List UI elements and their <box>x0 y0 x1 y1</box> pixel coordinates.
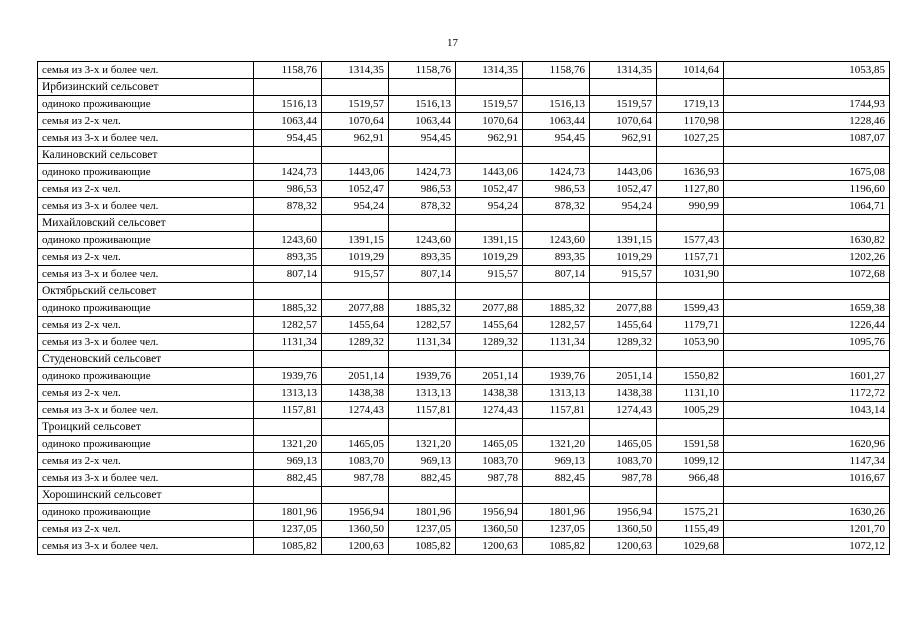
value-cell: 807,14 <box>523 266 590 283</box>
value-cell: 1630,82 <box>724 232 890 249</box>
value-cell: 1157,81 <box>389 402 456 419</box>
value-cell: 1085,82 <box>254 538 322 555</box>
table-row <box>38 96 890 113</box>
value-cell: 1099,12 <box>657 453 724 470</box>
value-cell <box>389 487 456 504</box>
value-cell: 1158,76 <box>254 62 322 79</box>
row-label: семья из 2-х чел. <box>38 453 254 470</box>
row-label: одиноко проживающие <box>38 504 254 521</box>
value-cell <box>254 487 322 504</box>
value-cell <box>254 351 322 368</box>
value-cell: 1243,60 <box>389 232 456 249</box>
value-cell: 966,48 <box>657 470 724 487</box>
row-label: семья из 2-х чел. <box>38 521 254 538</box>
value-cell: 1455,64 <box>590 317 657 334</box>
table-row <box>38 62 890 79</box>
value-cell <box>322 351 389 368</box>
value-cell: 962,91 <box>322 130 389 147</box>
table-row <box>38 385 890 402</box>
value-cell: 1087,07 <box>724 130 890 147</box>
value-cell: 1516,13 <box>389 96 456 113</box>
row-label: семья из 3-х и более чел. <box>38 266 254 283</box>
value-cell: 969,13 <box>254 453 322 470</box>
value-cell: 1939,76 <box>389 368 456 385</box>
value-cell: 2051,14 <box>590 368 657 385</box>
value-cell: 1063,44 <box>389 113 456 130</box>
value-cell: 1885,32 <box>389 300 456 317</box>
value-cell: 1801,96 <box>523 504 590 521</box>
value-cell: 1939,76 <box>523 368 590 385</box>
value-cell: 1313,13 <box>389 385 456 402</box>
value-cell: 1063,44 <box>254 113 322 130</box>
row-label: семья из 2-х чел. <box>38 317 254 334</box>
value-cell: 1202,26 <box>724 249 890 266</box>
value-cell: 986,53 <box>254 181 322 198</box>
value-cell: 1179,71 <box>657 317 724 334</box>
value-cell: 1599,43 <box>657 300 724 317</box>
row-label: одиноко проживающие <box>38 164 254 181</box>
table-row <box>38 334 890 351</box>
value-cell: 915,57 <box>322 266 389 283</box>
value-cell: 1289,32 <box>322 334 389 351</box>
value-cell: 1085,82 <box>523 538 590 555</box>
value-cell: 1016,67 <box>724 470 890 487</box>
row-label: семья из 2-х чел. <box>38 181 254 198</box>
value-cell: 1313,13 <box>523 385 590 402</box>
value-cell: 1591,58 <box>657 436 724 453</box>
row-label: семья из 2-х чел. <box>38 249 254 266</box>
page-number: 17 <box>447 37 458 49</box>
value-cell <box>523 351 590 368</box>
value-cell <box>254 147 322 164</box>
value-cell: 1029,68 <box>657 538 724 555</box>
value-cell <box>724 215 890 232</box>
value-cell <box>590 487 657 504</box>
value-cell: 1630,26 <box>724 504 890 521</box>
value-cell: 1083,70 <box>590 453 657 470</box>
section-header-row <box>38 79 890 96</box>
section-label: Калиновский сельсовет <box>38 147 254 164</box>
row-label: семья из 3-х и более чел. <box>38 470 254 487</box>
value-cell <box>322 147 389 164</box>
section-header-row <box>38 351 890 368</box>
value-cell: 1064,71 <box>724 198 890 215</box>
value-cell: 1237,05 <box>254 521 322 538</box>
value-cell: 1465,05 <box>590 436 657 453</box>
value-cell: 807,14 <box>389 266 456 283</box>
value-cell: 962,91 <box>456 130 523 147</box>
value-cell <box>724 147 890 164</box>
value-cell <box>657 283 724 300</box>
value-cell: 1438,38 <box>322 385 389 402</box>
row-label: одиноко проживающие <box>38 368 254 385</box>
value-cell: 2077,88 <box>590 300 657 317</box>
value-cell: 1465,05 <box>456 436 523 453</box>
value-cell <box>322 283 389 300</box>
table-body <box>38 62 890 555</box>
value-cell: 882,45 <box>389 470 456 487</box>
value-cell: 882,45 <box>523 470 590 487</box>
value-cell: 1455,64 <box>322 317 389 334</box>
value-cell: 882,45 <box>254 470 322 487</box>
table-row <box>38 453 890 470</box>
row-label: семья из 3-х и более чел. <box>38 130 254 147</box>
value-cell: 1939,76 <box>254 368 322 385</box>
value-cell: 1391,15 <box>456 232 523 249</box>
value-cell: 986,53 <box>389 181 456 198</box>
value-cell: 1801,96 <box>254 504 322 521</box>
value-cell: 1956,94 <box>590 504 657 521</box>
value-cell: 1131,34 <box>389 334 456 351</box>
value-cell: 969,13 <box>523 453 590 470</box>
value-cell <box>657 351 724 368</box>
value-cell: 1321,20 <box>254 436 322 453</box>
value-cell: 1201,70 <box>724 521 890 538</box>
value-cell <box>456 79 523 96</box>
value-cell <box>724 283 890 300</box>
value-cell: 1424,73 <box>254 164 322 181</box>
value-cell: 1956,94 <box>322 504 389 521</box>
value-cell <box>590 79 657 96</box>
value-cell <box>389 147 456 164</box>
row-label: одиноко проживающие <box>38 96 254 113</box>
value-cell <box>389 215 456 232</box>
section-label: Октябрьский сельсовет <box>38 283 254 300</box>
section-header-row <box>38 215 890 232</box>
value-cell: 1443,06 <box>322 164 389 181</box>
value-cell: 1321,20 <box>389 436 456 453</box>
value-cell <box>254 215 322 232</box>
value-cell <box>322 79 389 96</box>
row-label: одиноко проживающие <box>38 232 254 249</box>
value-cell: 1157,81 <box>254 402 322 419</box>
value-cell: 2051,14 <box>456 368 523 385</box>
value-cell: 2077,88 <box>456 300 523 317</box>
table-row <box>38 232 890 249</box>
value-cell: 1801,96 <box>389 504 456 521</box>
value-cell: 1063,44 <box>523 113 590 130</box>
value-cell: 1005,29 <box>657 402 724 419</box>
table-row <box>38 181 890 198</box>
value-cell: 1719,13 <box>657 96 724 113</box>
value-cell: 1314,35 <box>322 62 389 79</box>
value-cell: 1519,57 <box>590 96 657 113</box>
value-cell: 915,57 <box>456 266 523 283</box>
value-cell: 1200,63 <box>456 538 523 555</box>
section-header-row <box>38 487 890 504</box>
value-cell: 1072,12 <box>724 538 890 555</box>
value-cell <box>724 487 890 504</box>
value-cell <box>322 419 389 436</box>
value-cell <box>657 147 724 164</box>
table-row <box>38 436 890 453</box>
table-row <box>38 164 890 181</box>
value-cell: 1147,34 <box>724 453 890 470</box>
value-cell: 1274,43 <box>590 402 657 419</box>
value-cell: 954,45 <box>254 130 322 147</box>
value-cell: 954,45 <box>389 130 456 147</box>
value-cell: 1019,29 <box>322 249 389 266</box>
value-cell: 1601,27 <box>724 368 890 385</box>
value-cell: 893,35 <box>523 249 590 266</box>
value-cell: 1200,63 <box>590 538 657 555</box>
value-cell <box>724 419 890 436</box>
value-cell: 1172,72 <box>724 385 890 402</box>
value-cell <box>523 147 590 164</box>
value-cell: 2077,88 <box>322 300 389 317</box>
value-cell: 893,35 <box>389 249 456 266</box>
value-cell: 1438,38 <box>456 385 523 402</box>
value-cell: 1659,38 <box>724 300 890 317</box>
value-cell: 1200,63 <box>322 538 389 555</box>
value-cell: 1314,35 <box>590 62 657 79</box>
value-cell <box>724 79 890 96</box>
row-label: семья из 3-х и более чел. <box>38 62 254 79</box>
table-row <box>38 130 890 147</box>
row-label: семья из 3-х и более чел. <box>38 538 254 555</box>
value-cell: 1053,85 <box>724 62 890 79</box>
table-row <box>38 470 890 487</box>
value-cell <box>590 419 657 436</box>
value-cell: 878,32 <box>523 198 590 215</box>
value-cell: 962,91 <box>590 130 657 147</box>
value-cell <box>657 419 724 436</box>
value-cell: 1391,15 <box>322 232 389 249</box>
value-cell <box>590 283 657 300</box>
value-cell: 1228,46 <box>724 113 890 130</box>
value-cell <box>389 283 456 300</box>
value-cell: 1321,20 <box>523 436 590 453</box>
value-cell: 1516,13 <box>254 96 322 113</box>
value-cell: 1072,68 <box>724 266 890 283</box>
value-cell: 1070,64 <box>590 113 657 130</box>
value-cell: 1170,98 <box>657 113 724 130</box>
table-row <box>38 402 890 419</box>
section-header-row <box>38 419 890 436</box>
value-cell: 969,13 <box>389 453 456 470</box>
value-cell: 2051,14 <box>322 368 389 385</box>
value-cell <box>657 487 724 504</box>
value-cell: 1243,60 <box>523 232 590 249</box>
value-cell: 1237,05 <box>389 521 456 538</box>
value-cell: 1043,14 <box>724 402 890 419</box>
value-cell: 1516,13 <box>523 96 590 113</box>
value-cell: 878,32 <box>254 198 322 215</box>
section-label: Михайловский сельсовет <box>38 215 254 232</box>
value-cell <box>389 419 456 436</box>
row-label: семья из 3-х и более чел. <box>38 402 254 419</box>
value-cell: 893,35 <box>254 249 322 266</box>
table-row <box>38 300 890 317</box>
value-cell: 1226,44 <box>724 317 890 334</box>
value-cell: 1465,05 <box>322 436 389 453</box>
value-cell: 1131,10 <box>657 385 724 402</box>
table-row <box>38 113 890 130</box>
value-cell: 990,99 <box>657 198 724 215</box>
value-cell: 1053,90 <box>657 334 724 351</box>
value-cell: 1550,82 <box>657 368 724 385</box>
value-cell <box>657 215 724 232</box>
value-cell <box>254 283 322 300</box>
section-label: Ирбизинский сельсовет <box>38 79 254 96</box>
value-cell: 1237,05 <box>523 521 590 538</box>
value-cell: 1282,57 <box>254 317 322 334</box>
value-cell: 1360,50 <box>456 521 523 538</box>
value-cell <box>456 419 523 436</box>
row-label: семья из 2-х чел. <box>38 385 254 402</box>
value-cell: 1027,25 <box>657 130 724 147</box>
value-cell: 1083,70 <box>322 453 389 470</box>
table-row <box>38 249 890 266</box>
value-cell: 1158,76 <box>389 62 456 79</box>
value-cell: 1131,34 <box>523 334 590 351</box>
value-cell: 1314,35 <box>456 62 523 79</box>
value-cell <box>590 147 657 164</box>
value-cell: 954,24 <box>590 198 657 215</box>
value-cell: 1744,93 <box>724 96 890 113</box>
value-cell: 1424,73 <box>523 164 590 181</box>
value-cell: 1052,47 <box>456 181 523 198</box>
value-cell: 1052,47 <box>590 181 657 198</box>
row-label: одиноко проживающие <box>38 300 254 317</box>
value-cell: 1885,32 <box>254 300 322 317</box>
value-cell: 1131,34 <box>254 334 322 351</box>
value-cell: 954,24 <box>322 198 389 215</box>
value-cell: 954,24 <box>456 198 523 215</box>
row-label: семья из 3-х и более чел. <box>38 198 254 215</box>
value-cell <box>523 79 590 96</box>
table-row <box>38 521 890 538</box>
table-row <box>38 266 890 283</box>
value-cell <box>456 215 523 232</box>
value-cell: 1675,08 <box>724 164 890 181</box>
value-cell <box>254 79 322 96</box>
value-cell: 1289,32 <box>456 334 523 351</box>
value-cell: 1157,71 <box>657 249 724 266</box>
value-cell <box>590 215 657 232</box>
value-cell <box>523 283 590 300</box>
value-cell: 1443,06 <box>456 164 523 181</box>
value-cell: 1455,64 <box>456 317 523 334</box>
value-cell <box>724 351 890 368</box>
section-label: Троицкий сельсовет <box>38 419 254 436</box>
value-cell <box>523 419 590 436</box>
value-cell <box>456 487 523 504</box>
value-cell <box>389 351 456 368</box>
value-cell: 1052,47 <box>322 181 389 198</box>
value-cell: 1575,21 <box>657 504 724 521</box>
value-cell: 1019,29 <box>590 249 657 266</box>
value-cell <box>523 487 590 504</box>
section-label: Студеновский сельсовет <box>38 351 254 368</box>
value-cell: 1158,76 <box>523 62 590 79</box>
value-cell: 1274,43 <box>322 402 389 419</box>
value-cell: 1070,64 <box>322 113 389 130</box>
value-cell: 1360,50 <box>590 521 657 538</box>
row-label: семья из 3-х и более чел. <box>38 334 254 351</box>
table-row <box>38 504 890 521</box>
value-cell: 1019,29 <box>456 249 523 266</box>
section-header-row <box>38 283 890 300</box>
row-label: одиноко проживающие <box>38 436 254 453</box>
value-cell <box>456 351 523 368</box>
value-cell: 1360,50 <box>322 521 389 538</box>
value-cell <box>590 351 657 368</box>
tariff-table <box>37 61 890 555</box>
value-cell: 1274,43 <box>456 402 523 419</box>
value-cell: 1289,32 <box>590 334 657 351</box>
value-cell: 1885,32 <box>523 300 590 317</box>
value-cell: 987,78 <box>456 470 523 487</box>
section-label: Хорошинский сельсовет <box>38 487 254 504</box>
value-cell: 987,78 <box>322 470 389 487</box>
value-cell: 1519,57 <box>322 96 389 113</box>
value-cell: 1577,43 <box>657 232 724 249</box>
value-cell: 987,78 <box>590 470 657 487</box>
value-cell <box>523 215 590 232</box>
value-cell: 1636,93 <box>657 164 724 181</box>
value-cell: 1157,81 <box>523 402 590 419</box>
value-cell: 1127,80 <box>657 181 724 198</box>
value-cell: 1424,73 <box>389 164 456 181</box>
value-cell: 1519,57 <box>456 96 523 113</box>
value-cell: 1282,57 <box>389 317 456 334</box>
value-cell: 1014,64 <box>657 62 724 79</box>
value-cell <box>456 283 523 300</box>
table-row <box>38 198 890 215</box>
value-cell: 1243,60 <box>254 232 322 249</box>
value-cell: 1313,13 <box>254 385 322 402</box>
value-cell <box>657 79 724 96</box>
value-cell: 954,45 <box>523 130 590 147</box>
value-cell <box>322 487 389 504</box>
value-cell: 1155,49 <box>657 521 724 538</box>
value-cell: 878,32 <box>389 198 456 215</box>
table-row <box>38 368 890 385</box>
table-row <box>38 317 890 334</box>
value-cell <box>456 147 523 164</box>
section-header-row <box>38 147 890 164</box>
value-cell: 1391,15 <box>590 232 657 249</box>
value-cell: 915,57 <box>590 266 657 283</box>
value-cell <box>322 215 389 232</box>
value-cell: 807,14 <box>254 266 322 283</box>
value-cell: 1070,64 <box>456 113 523 130</box>
value-cell: 1956,94 <box>456 504 523 521</box>
value-cell: 1095,76 <box>724 334 890 351</box>
row-label: семья из 2-х чел. <box>38 113 254 130</box>
value-cell: 986,53 <box>523 181 590 198</box>
value-cell: 1620,96 <box>724 436 890 453</box>
value-cell: 1083,70 <box>456 453 523 470</box>
value-cell: 1438,38 <box>590 385 657 402</box>
value-cell <box>254 419 322 436</box>
value-cell: 1443,06 <box>590 164 657 181</box>
value-cell: 1085,82 <box>389 538 456 555</box>
table-row <box>38 538 890 555</box>
value-cell <box>389 79 456 96</box>
value-cell: 1282,57 <box>523 317 590 334</box>
value-cell: 1196,60 <box>724 181 890 198</box>
value-cell: 1031,90 <box>657 266 724 283</box>
